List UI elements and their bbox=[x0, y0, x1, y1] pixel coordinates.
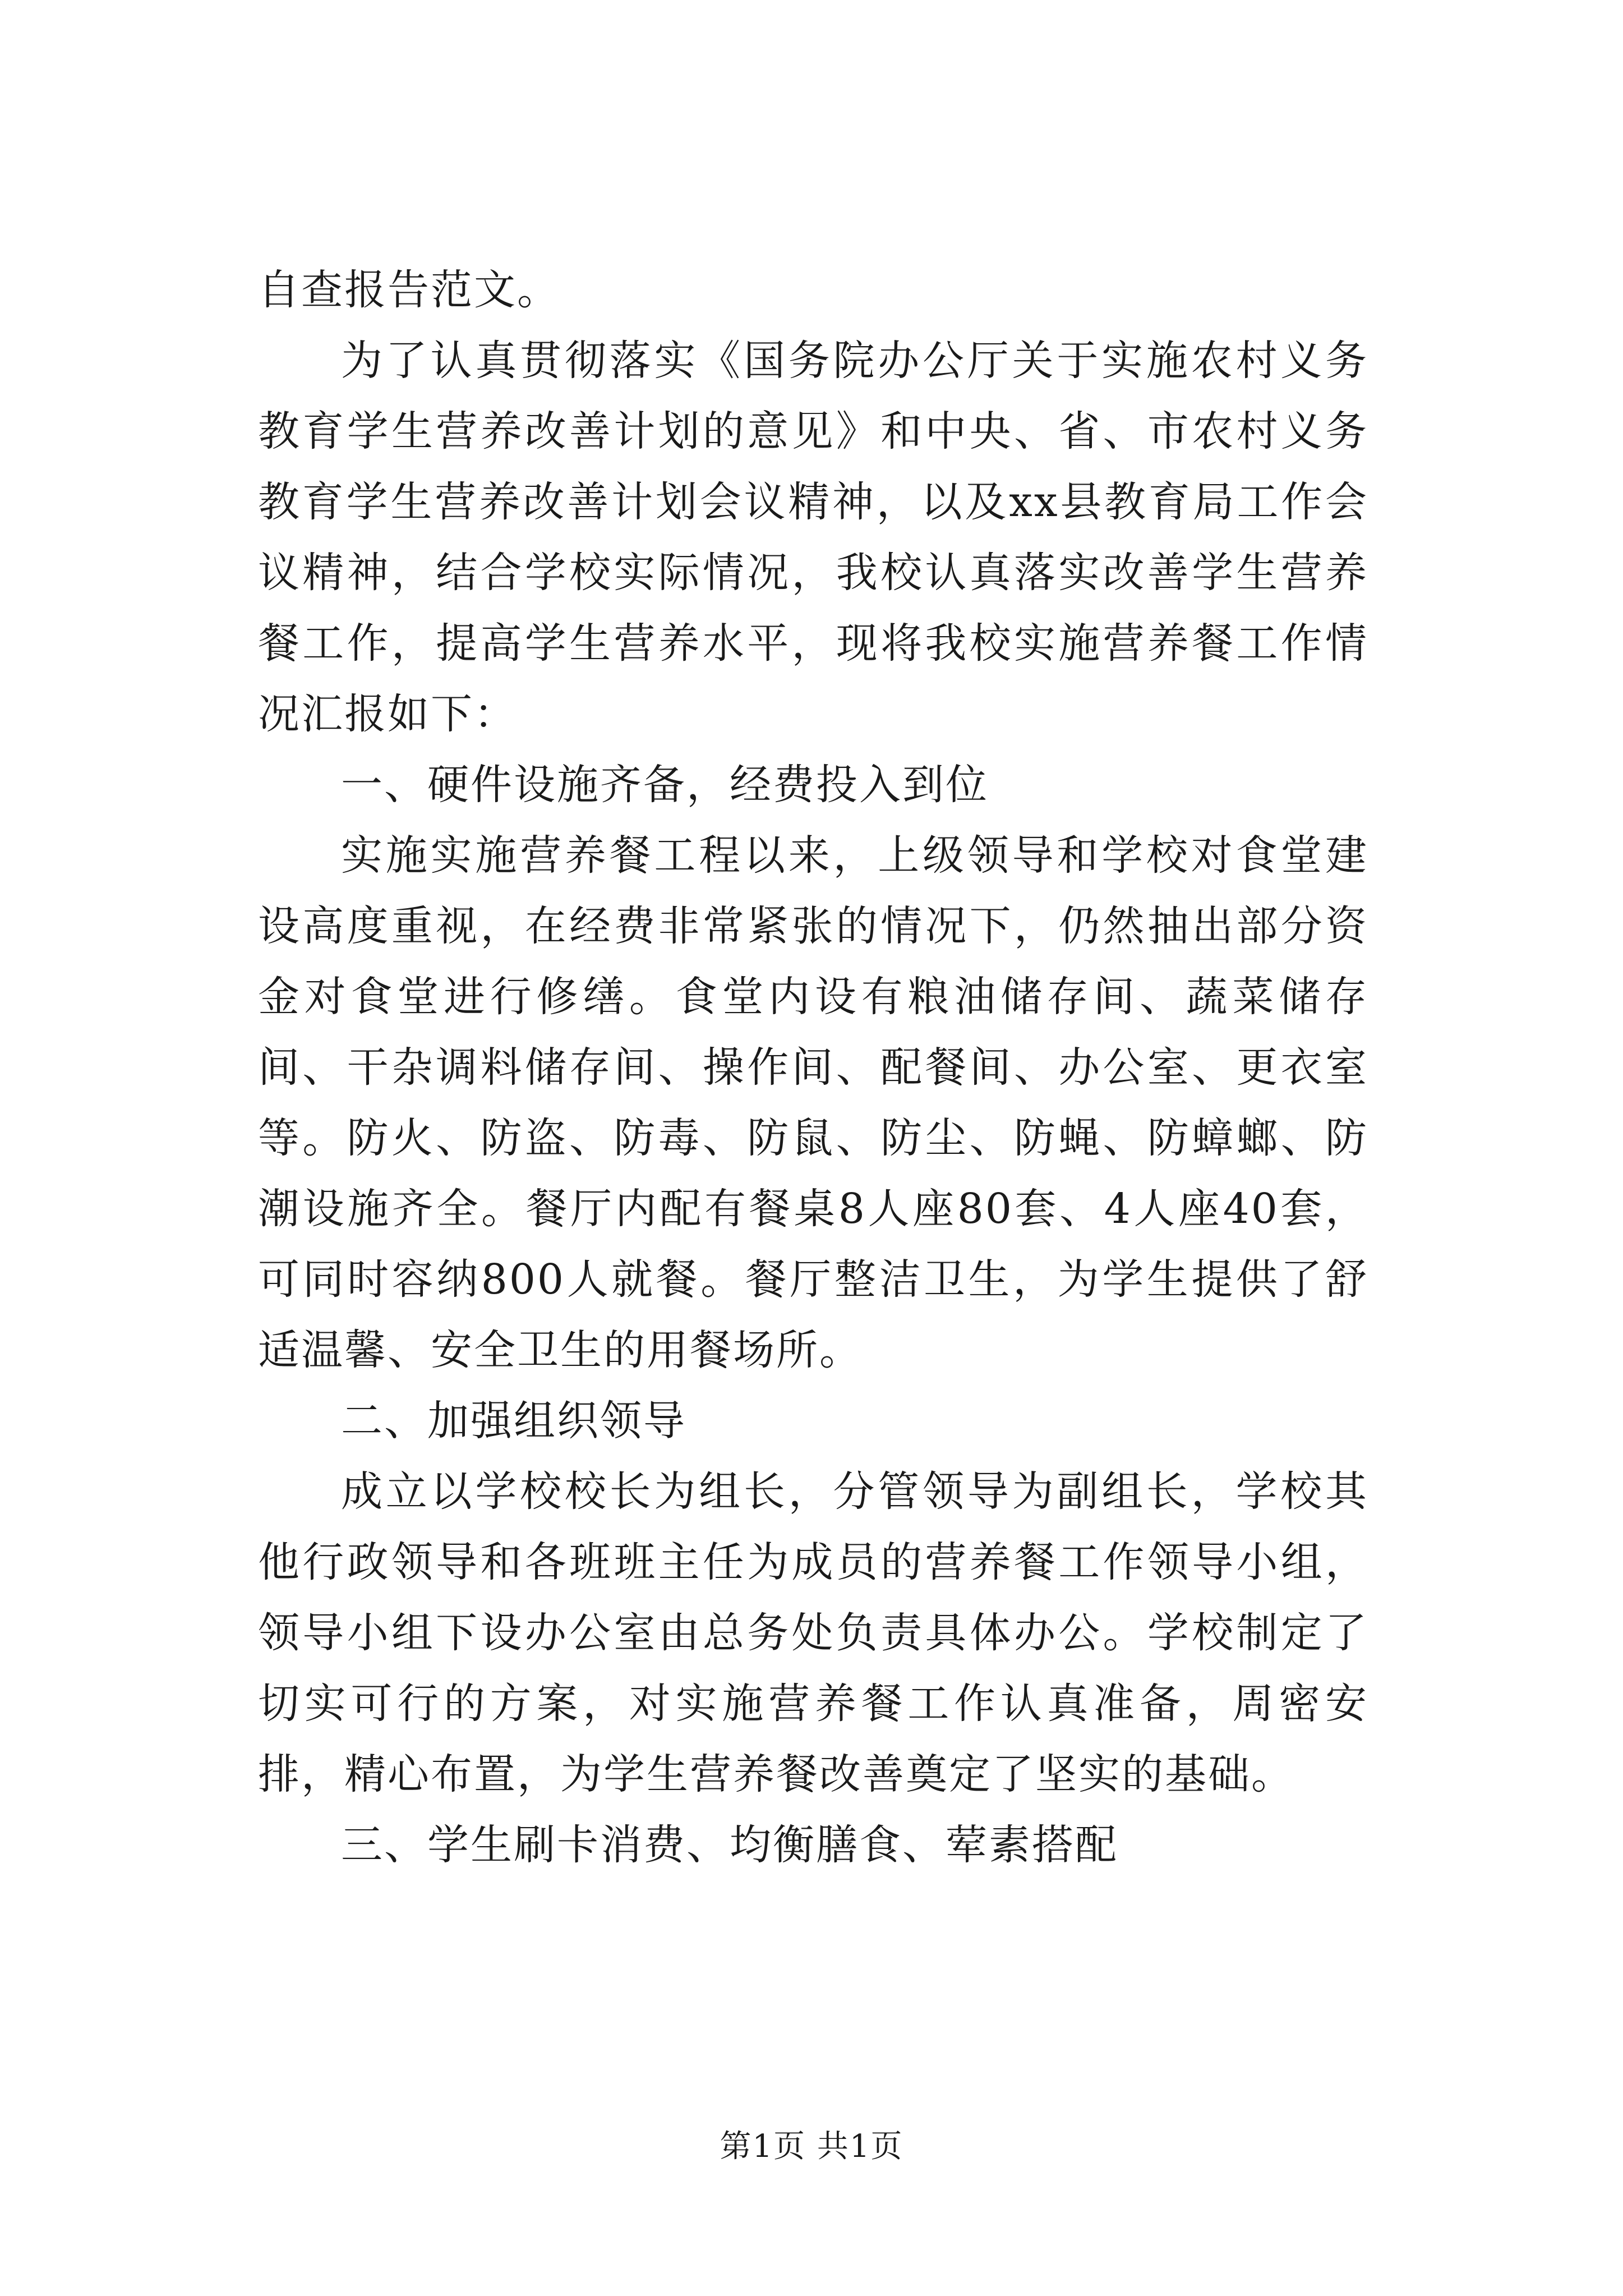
paragraph-intro: 为了认真贯彻落实《国务院办公厅关于实施农村义务教育学生营养改善计划的意见》和中央、省、市农村义务教育学生营养改善计划会议精神，以及xx县教育局工作会议精神，结合学校实际情况，我校认真落实改善学生营养餐工作，提高学生营养水平，现将我校实施营养餐工作情况汇报如下： bbox=[258, 337, 1368, 738]
document-body bbox=[258, 255, 1368, 1880]
paragraph-facilities: 实施实施营养餐工程以来，上级领导和学校对食堂建设高度重视，在经费非常紧张的情况下，仍然抽出部分资金对食堂进行修缮。食堂内设有粮油储存间、蔬菜储存间、干杂调料储存间、操作间、配餐间、办公室、更衣室等。防火、防盗、防毒、防鼠、防尘、防蝇、防蟑螂、防潮设施齐全。餐厅内配有餐桌8人座80套、4人座40套，可同时容纳800人就餐。餐厅整洁卫生，为学生提供了舒适温馨、安全卫生的用餐场所。 bbox=[258, 831, 1368, 1374]
section-heading-2: 二、加强组织领导 bbox=[341, 1397, 686, 1445]
section-heading-1: 一、硬件设施齐备，经费投入到位 bbox=[341, 761, 989, 809]
section-heading-3: 三、学生刷卡消费、均衡膳食、荤素搭配 bbox=[341, 1821, 1118, 1869]
page-footer: 第1页 共1页 bbox=[720, 2128, 903, 2165]
paragraph-continuation: 自查报告范文。 bbox=[258, 266, 560, 314]
paragraph-leadership: 成立以学校校长为组长，分管领导为副组长，学校其他行政领导和各班班主任为成员的营养餐工作领导小组，领导小组下设办公室由总务处负责具体办公。学校制定了切实可行的方案，对实施营养餐工作认真准备，周密安排，精心布置，为学生营养餐改善奠定了坚实的基础。 bbox=[258, 1467, 1368, 1798]
